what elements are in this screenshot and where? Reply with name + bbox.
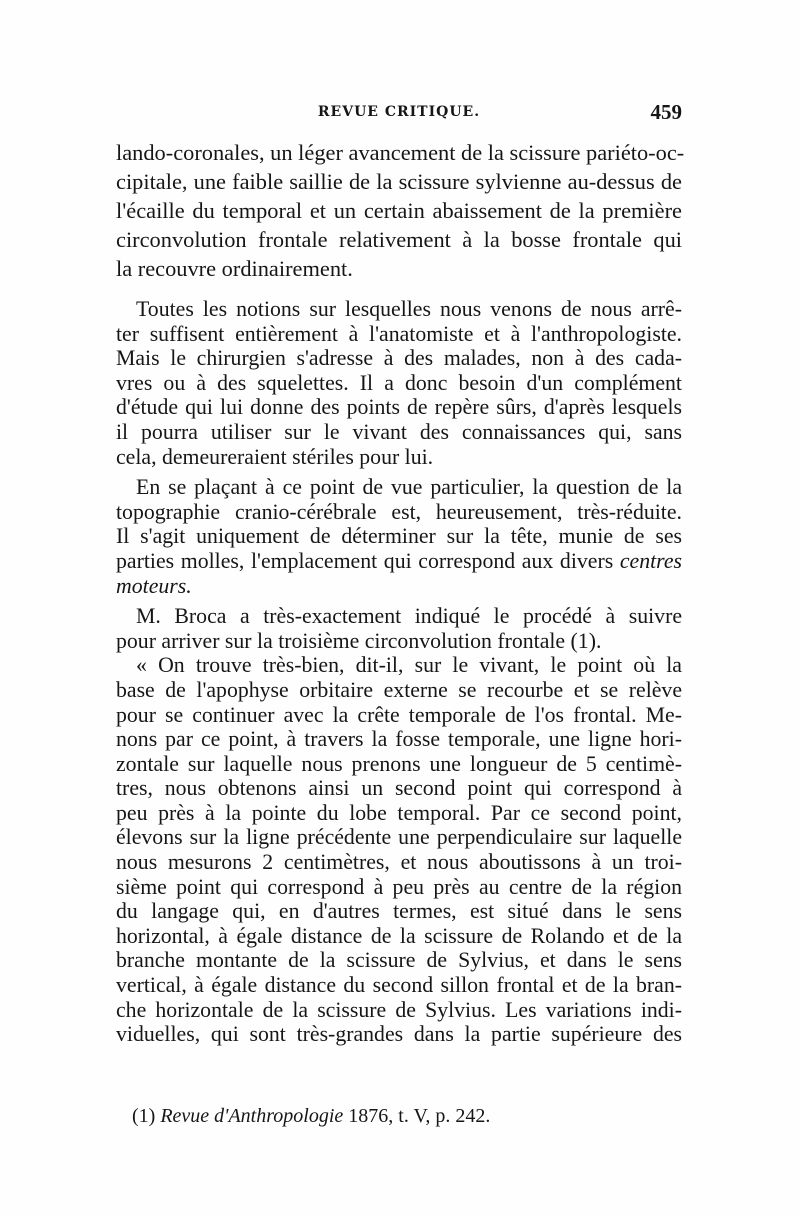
text-line: che horizontale de la scissure de Sylvius. Les variations indi- bbox=[116, 997, 682, 1022]
text-line: nous mesurons 2 centimètres, et nous aboutissons à un troi- bbox=[116, 850, 682, 875]
text-line: tres, nous obtenons ainsi un second point qui correspond à bbox=[116, 776, 682, 801]
text-line: élevons sur la ligne précédente une perpendiculaire sur laquelle bbox=[116, 825, 682, 850]
text-line: Toutes les notions sur lesquelles nous venons de nous arrê- bbox=[136, 297, 682, 321]
page-header bbox=[116, 100, 682, 130]
text-line: viduelles, qui sont très-grandes dans la partie supérieure des bbox=[116, 1022, 682, 1047]
text-line: En se plaçant à ce point de vue particulier, la question de la bbox=[136, 475, 682, 500]
footnote bbox=[132, 1104, 602, 1128]
text-line: cipitale, une faible saillie de la scissure sylvienne au-dessus de bbox=[116, 169, 682, 194]
paragraph-continuation bbox=[116, 138, 685, 283]
text-line: la recouvre ordinairement. bbox=[116, 256, 353, 281]
text-line: topographie cranio-cérébrale est, heureusement, très-réduite. bbox=[116, 499, 682, 524]
text-line: pour se continuer avec la crête temporale de l'os frontal. Me- bbox=[116, 702, 682, 727]
text-line bbox=[116, 574, 682, 599]
page-body bbox=[116, 138, 685, 1047]
italic-word: centres bbox=[619, 548, 682, 573]
text-line: sième point qui correspond à peu près au centre de la région bbox=[116, 874, 682, 899]
text-line: peu près à la pointe du lobe temporal. Par ce second point, bbox=[116, 800, 682, 825]
text-line: M. Broca a très-exactement indiqué le procédé à suivre bbox=[136, 604, 682, 629]
text-line: nons par ce point, à travers la fosse temporale, une ligne hori- bbox=[116, 727, 682, 752]
line-text: parties molles, l'emplacement qui correspond aux divers bbox=[116, 548, 614, 573]
text-line: du langage qui, en d'autres termes, est situé dans le sens bbox=[116, 899, 682, 924]
text-line: Mais le chirurgien s'adresse à des malades, non à des cada- bbox=[116, 346, 682, 371]
text-line: circonvolution frontale relativement à la bosse frontale qui bbox=[116, 227, 682, 252]
text-line: base de l'apophyse orbitaire externe se recourbe et se relève bbox=[116, 677, 682, 702]
paragraph-topographie bbox=[116, 475, 682, 598]
footnote-details: 1876, t. V, p. 242. bbox=[348, 1105, 491, 1127]
text-line: pour arriver sur la troisième circonvolution frontale (1). bbox=[116, 628, 602, 653]
text-line: lando-coronales, un léger avancement de la scissure pariéto-oc- bbox=[116, 140, 685, 165]
text-line: l'écaille du temporal et un certain abaissement de la première bbox=[116, 198, 682, 223]
text-line: zontale sur laquelle nous prenons une longueur de 5 centimè- bbox=[116, 751, 682, 776]
text-line: Il s'agit uniquement de déterminer sur la tête, munie de ses bbox=[116, 524, 682, 549]
paragraph-quotation bbox=[116, 653, 682, 1047]
paragraph-broca bbox=[116, 604, 682, 653]
text-line: horizontal, à égale distance de la scissure de Rolando et de la bbox=[116, 923, 682, 948]
text-line: d'étude qui lui donne des points de repère sûrs, d'après lesquels bbox=[116, 395, 682, 420]
italic-word: moteurs. bbox=[116, 573, 192, 598]
text-line: vertical, à égale distance du second sillon frontal et de la bran- bbox=[116, 973, 682, 998]
text-line: branche montante de la scissure de Sylvius, et dans le sens bbox=[116, 948, 682, 973]
footnote-journal: Revue d'Anthropologie bbox=[160, 1105, 344, 1127]
text-line: il pourra utiliser sur le vivant des connaissances qui, sans bbox=[116, 419, 682, 444]
text-line: cela, demeureraient stériles pour lui. bbox=[116, 444, 434, 469]
text-line: ter suffisent entièrement à l'anatomiste et à l'anthropologiste. bbox=[116, 321, 682, 346]
page-number: 459 bbox=[650, 100, 682, 124]
text-line: vres ou à des squelettes. Il a donc besoin d'un complément bbox=[116, 370, 682, 395]
footnote-marker: (1) bbox=[132, 1105, 156, 1127]
text-line-with-italic bbox=[116, 549, 682, 574]
running-title: REVUE CRITIQUE. bbox=[317, 104, 481, 120]
paragraph-notions bbox=[116, 297, 682, 469]
text-line: « On trouve très-bien, dit-il, sur le vivant, le point où la bbox=[136, 653, 682, 678]
